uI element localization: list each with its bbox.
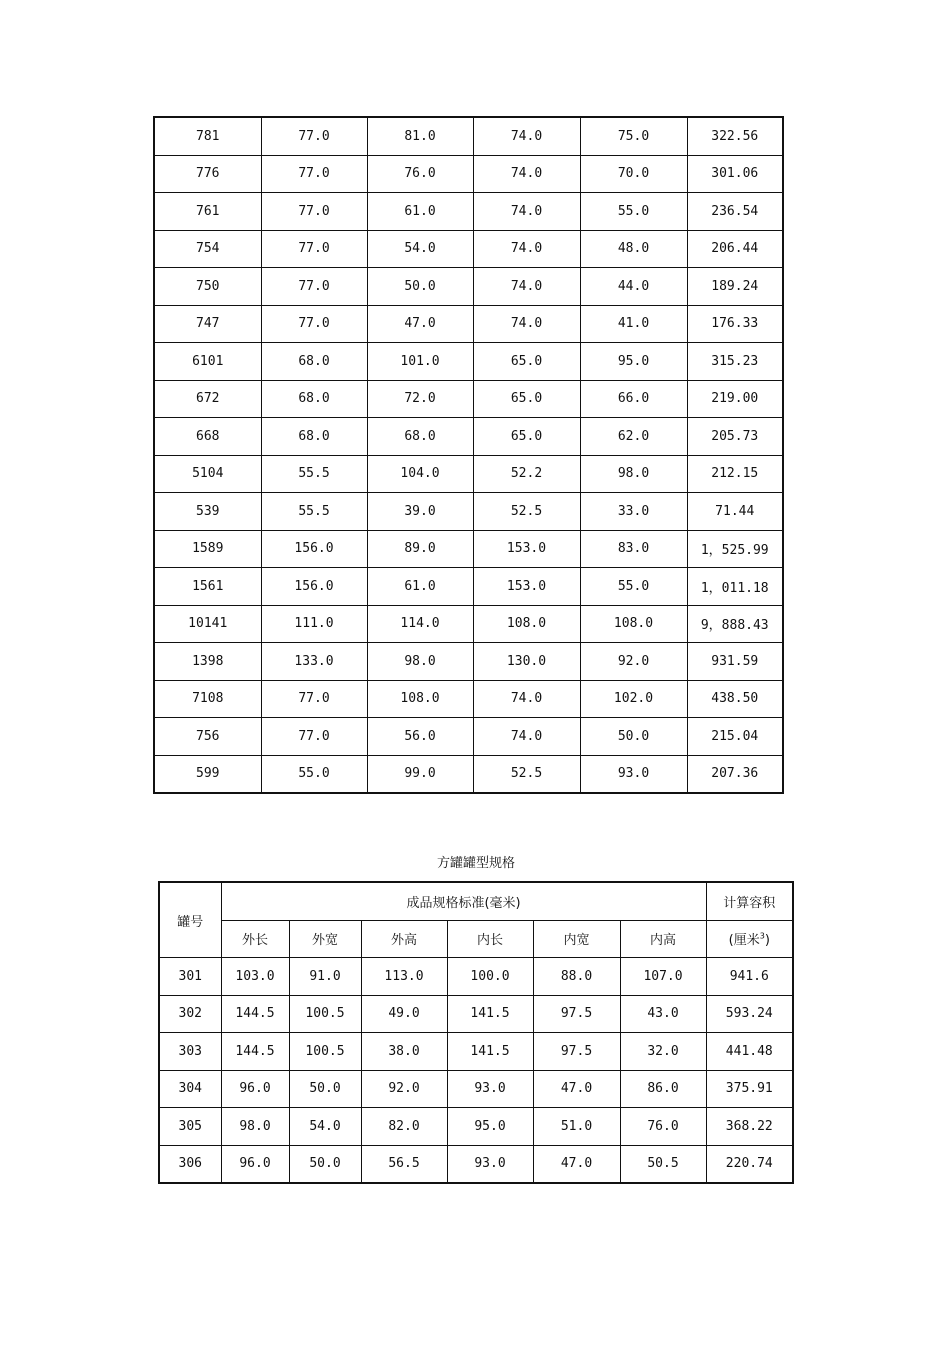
table-cell: 98.0 <box>221 1108 289 1146</box>
table-cell: 56.0 <box>367 718 473 756</box>
table-cell: 133.0 <box>261 643 367 681</box>
table-cell: 61.0 <box>367 193 473 231</box>
table-cell: 301 <box>159 958 221 996</box>
table-cell: 65.0 <box>473 380 580 418</box>
volume-unit-superscript: 3 <box>759 931 765 941</box>
table-cell: 315.23 <box>687 343 783 381</box>
table-cell: 6101 <box>154 343 261 381</box>
table-cell: 781 <box>154 117 261 155</box>
table-row <box>154 718 783 756</box>
table-cell: 68.0 <box>261 380 367 418</box>
table-cell: 96.0 <box>221 1145 289 1183</box>
table-row <box>154 755 783 793</box>
table-row <box>159 995 793 1033</box>
table-cell: 89.0 <box>367 530 473 568</box>
table-cell: 301.06 <box>687 155 783 193</box>
table-cell: 672 <box>154 380 261 418</box>
table-cell: 7108 <box>154 680 261 718</box>
table-cell: 141.5 <box>447 995 533 1033</box>
table-row <box>154 268 783 306</box>
table-cell: 41.0 <box>580 305 687 343</box>
table-row <box>154 343 783 381</box>
table-row <box>154 305 783 343</box>
table-cell: 50.0 <box>367 268 473 306</box>
table-cell: 77.0 <box>261 193 367 231</box>
table-cell: 43.0 <box>620 995 706 1033</box>
table-cell: 305 <box>159 1108 221 1146</box>
table-cell: 756 <box>154 718 261 756</box>
table-cell: 55.5 <box>261 455 367 493</box>
table-cell: 113.0 <box>361 958 447 996</box>
table-cell: 77.0 <box>261 718 367 756</box>
table-cell: 761 <box>154 193 261 231</box>
table-cell: 74.0 <box>473 680 580 718</box>
table-cell: 368.22 <box>706 1108 793 1146</box>
table-cell: 114.0 <box>367 605 473 643</box>
square-can-spec-table-body <box>159 958 793 1184</box>
table-cell: 941.6 <box>706 958 793 996</box>
table-cell: 47.0 <box>367 305 473 343</box>
table-cell: 68.0 <box>261 343 367 381</box>
table-cell: 55.0 <box>580 568 687 606</box>
volume-unit-close: ) <box>764 933 770 949</box>
table-cell: 77.0 <box>261 155 367 193</box>
table-cell: 93.0 <box>580 755 687 793</box>
table-cell: 100.5 <box>289 1033 361 1071</box>
table-cell: 76.0 <box>367 155 473 193</box>
table-cell: 38.0 <box>361 1033 447 1071</box>
table-cell: 50.0 <box>289 1145 361 1183</box>
table-cell: 236.54 <box>687 193 783 231</box>
table-cell: 1398 <box>154 643 261 681</box>
table-cell: 47.0 <box>533 1145 620 1183</box>
table-cell: 539 <box>154 493 261 531</box>
header-volume-unit <box>706 920 793 958</box>
table-row <box>154 380 783 418</box>
header-col: 内宽 <box>533 920 620 958</box>
table-cell: 98.0 <box>580 455 687 493</box>
table-cell: 54.0 <box>367 230 473 268</box>
table-cell: 776 <box>154 155 261 193</box>
table-cell: 207.36 <box>687 755 783 793</box>
table-cell: 33.0 <box>580 493 687 531</box>
table-cell: 77.0 <box>261 230 367 268</box>
table-cell: 747 <box>154 305 261 343</box>
table-row <box>154 193 783 231</box>
table-row <box>159 958 793 996</box>
table-cell: 156.0 <box>261 530 367 568</box>
header-col: 外长 <box>221 920 289 958</box>
table-cell: 100.0 <box>447 958 533 996</box>
header-row <box>159 882 793 920</box>
table-cell: 81.0 <box>367 117 473 155</box>
table-cell: 68.0 <box>261 418 367 456</box>
table-cell: 144.5 <box>221 995 289 1033</box>
table-row <box>154 155 783 193</box>
table-row <box>154 605 783 643</box>
table-cell: 176.33 <box>687 305 783 343</box>
table-row <box>154 455 783 493</box>
table-cell: 206.44 <box>687 230 783 268</box>
table-row <box>154 418 783 456</box>
table-cell: 92.0 <box>580 643 687 681</box>
table-cell: 62.0 <box>580 418 687 456</box>
table-cell: 75.0 <box>580 117 687 155</box>
table-cell: 189.24 <box>687 268 783 306</box>
table-cell: 107.0 <box>620 958 706 996</box>
table-row <box>154 530 783 568</box>
table-cell: 1589 <box>154 530 261 568</box>
table-cell: 77.0 <box>261 117 367 155</box>
table-cell: 205.73 <box>687 418 783 456</box>
table-cell: 104.0 <box>367 455 473 493</box>
table-cell: 108.0 <box>367 680 473 718</box>
table-cell: 51.0 <box>533 1108 620 1146</box>
table-cell: 77.0 <box>261 305 367 343</box>
table-cell: 306 <box>159 1145 221 1183</box>
table-cell: 750 <box>154 268 261 306</box>
table-cell: 101.0 <box>367 343 473 381</box>
table-row <box>154 680 783 718</box>
square-can-spec-table <box>158 881 794 1184</box>
table-cell: 49.0 <box>361 995 447 1033</box>
table-cell: 72.0 <box>367 380 473 418</box>
table-cell: 322.56 <box>687 117 783 155</box>
table-cell: 77.0 <box>261 268 367 306</box>
header-col: 内长 <box>447 920 533 958</box>
table-cell: 61.0 <box>367 568 473 606</box>
table-cell: 220.74 <box>706 1145 793 1183</box>
table-cell: 50.5 <box>620 1145 706 1183</box>
table-cell: 1，525.99 <box>687 530 783 568</box>
table-cell: 438.50 <box>687 680 783 718</box>
table-cell: 52.5 <box>473 493 580 531</box>
table-cell: 108.0 <box>580 605 687 643</box>
table-row <box>154 643 783 681</box>
table-cell: 144.5 <box>221 1033 289 1071</box>
table-cell: 215.04 <box>687 718 783 756</box>
table-cell: 108.0 <box>473 605 580 643</box>
table-cell: 156.0 <box>261 568 367 606</box>
table-cell: 44.0 <box>580 268 687 306</box>
table-cell: 96.0 <box>221 1070 289 1108</box>
header-spec-group: 成品规格标准(毫米) <box>221 882 706 920</box>
table-row <box>159 1145 793 1183</box>
table-cell: 95.0 <box>447 1108 533 1146</box>
table-cell: 70.0 <box>580 155 687 193</box>
table-cell: 102.0 <box>580 680 687 718</box>
header-row <box>159 920 793 958</box>
table-cell: 103.0 <box>221 958 289 996</box>
table-cell: 302 <box>159 995 221 1033</box>
table-cell: 74.0 <box>473 718 580 756</box>
table-cell: 441.48 <box>706 1033 793 1071</box>
table-cell: 77.0 <box>261 680 367 718</box>
table-cell: 303 <box>159 1033 221 1071</box>
header-can-no: 罐号 <box>159 882 221 958</box>
table-cell: 754 <box>154 230 261 268</box>
table-row <box>159 1070 793 1108</box>
table-cell: 48.0 <box>580 230 687 268</box>
table-cell: 88.0 <box>533 958 620 996</box>
table-cell: 55.5 <box>261 493 367 531</box>
table-cell: 5104 <box>154 455 261 493</box>
table-cell: 39.0 <box>367 493 473 531</box>
table-cell: 95.0 <box>580 343 687 381</box>
table-cell: 74.0 <box>473 193 580 231</box>
table-cell: 74.0 <box>473 155 580 193</box>
table-title: 方罐罐型规格 <box>436 856 515 871</box>
table-cell: 52.2 <box>473 455 580 493</box>
table-cell: 52.5 <box>473 755 580 793</box>
table-cell: 74.0 <box>473 117 580 155</box>
table-cell: 32.0 <box>620 1033 706 1071</box>
table-cell: 68.0 <box>367 418 473 456</box>
round-can-spec-table-body <box>154 117 783 793</box>
table-cell: 47.0 <box>533 1070 620 1108</box>
table-row <box>154 230 783 268</box>
table-cell: 82.0 <box>361 1108 447 1146</box>
table-cell: 74.0 <box>473 305 580 343</box>
table-cell: 66.0 <box>580 380 687 418</box>
table-cell: 92.0 <box>361 1070 447 1108</box>
table-cell: 9，888.43 <box>687 605 783 643</box>
table-cell: 1561 <box>154 568 261 606</box>
table-cell: 599 <box>154 755 261 793</box>
volume-unit-text: (厘米 <box>728 933 760 949</box>
table-row <box>159 1108 793 1146</box>
table-row <box>159 1033 793 1071</box>
table-cell: 97.5 <box>533 995 620 1033</box>
table-cell: 54.0 <box>289 1108 361 1146</box>
table-cell: 65.0 <box>473 343 580 381</box>
table-cell: 153.0 <box>473 568 580 606</box>
table-cell: 153.0 <box>473 530 580 568</box>
table-cell: 375.91 <box>706 1070 793 1108</box>
table-cell: 76.0 <box>620 1108 706 1146</box>
table-cell: 93.0 <box>447 1145 533 1183</box>
table-cell: 55.0 <box>580 193 687 231</box>
table-cell: 71.44 <box>687 493 783 531</box>
table-cell: 111.0 <box>261 605 367 643</box>
table-cell: 97.5 <box>533 1033 620 1071</box>
table-cell: 91.0 <box>289 958 361 996</box>
header-col: 外高 <box>361 920 447 958</box>
table-cell: 74.0 <box>473 230 580 268</box>
table-cell: 55.0 <box>261 755 367 793</box>
table-cell: 593.24 <box>706 995 793 1033</box>
header-volume: 计算容积 <box>706 882 793 920</box>
table-cell: 668 <box>154 418 261 456</box>
table-cell: 50.0 <box>580 718 687 756</box>
table-cell: 86.0 <box>620 1070 706 1108</box>
table-cell: 130.0 <box>473 643 580 681</box>
table-cell: 93.0 <box>447 1070 533 1108</box>
table-row <box>154 117 783 155</box>
table-cell: 304 <box>159 1070 221 1108</box>
table-row <box>154 568 783 606</box>
table-cell: 65.0 <box>473 418 580 456</box>
table-cell: 141.5 <box>447 1033 533 1071</box>
table-cell: 98.0 <box>367 643 473 681</box>
table-cell: 99.0 <box>367 755 473 793</box>
table-cell: 931.59 <box>687 643 783 681</box>
table-cell: 10141 <box>154 605 261 643</box>
header-col: 外宽 <box>289 920 361 958</box>
table-cell: 83.0 <box>580 530 687 568</box>
table-cell: 100.5 <box>289 995 361 1033</box>
round-can-spec-table <box>153 116 784 794</box>
table-row <box>154 493 783 531</box>
header-col: 内高 <box>620 920 706 958</box>
table-cell: 50.0 <box>289 1070 361 1108</box>
table-cell: 74.0 <box>473 268 580 306</box>
table-cell: 212.15 <box>687 455 783 493</box>
table-cell: 56.5 <box>361 1145 447 1183</box>
table-cell: 1，011.18 <box>687 568 783 606</box>
table-cell: 219.00 <box>687 380 783 418</box>
